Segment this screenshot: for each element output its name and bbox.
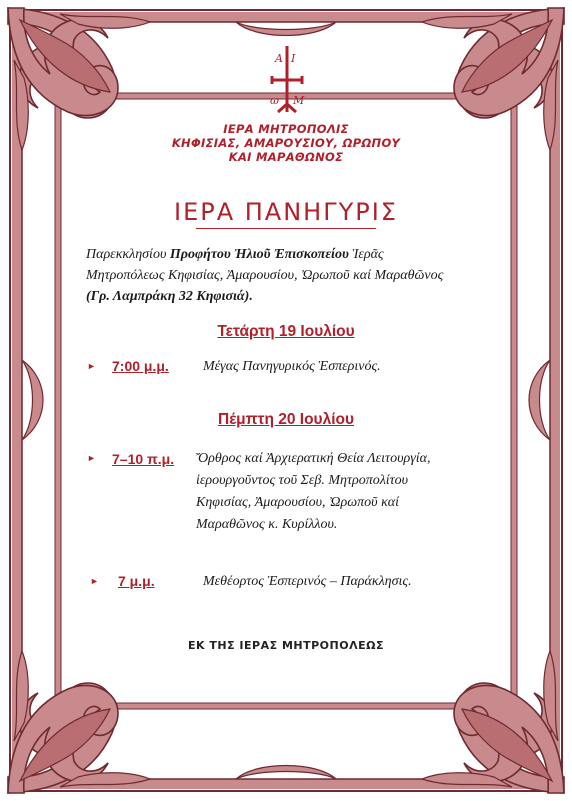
diocese-line-3: ΚΑΙ ΜΑΡΑΘΩΝΟΣ (228, 150, 344, 164)
intro-prefix: Παρεκκλησίου (86, 247, 170, 262)
page-title: ΙΕΡΑ ΠΑΝΗΓΥΡΙΣ (174, 198, 398, 226)
bullet-arrow-icon: ► (90, 576, 99, 586)
event-description-line: Ὄρθρος καί Ἀρχιερατική Θεία Λειτουργία, (196, 451, 431, 466)
intro-address (86, 287, 516, 307)
intro-line-1 (86, 245, 516, 265)
diocese-line-2: ΚΗΦΙΣΙΑΣ, ΑΜΑΡΟΥΣΙΟΥ, ΩΡΩΠΟΥ (171, 136, 401, 150)
event-description: Μέγας Πανηγυρικός Ἑσπερινός. (203, 359, 381, 374)
svg-text:Μ: Μ (293, 94, 305, 107)
intro-suffix: Ἱερᾶς (348, 247, 384, 262)
event-time: 7 μ.μ. (118, 573, 155, 589)
svg-text:Ι: Ι (291, 52, 296, 65)
event-time: 7–10 π.μ. (112, 451, 175, 467)
footer-signature: ΕΚ ΤΗΣ ΙΕΡΑΣ ΜΗΤΡΟΠΟΛΕΩΣ (188, 639, 384, 652)
event-description: Μεθέορτος Ἑσπερινός – Παράκλησις. (203, 574, 412, 589)
church-name: Προφήτου Ἠλιοῦ Ἐπισκοπείου (169, 247, 349, 262)
church-address: (Γρ. Λαμπράκη 32 Κηφισιά). (86, 289, 253, 304)
bullet-arrow-icon: ► (87, 361, 96, 371)
day-heading: Τετάρτη 19 Ιουλίου (217, 323, 355, 340)
intro-line-2: Μητροπόλεως Κηφισίας, Ἀμαρουσίου, Ὠρωποῦ καί Μαραθῶνος (86, 268, 444, 283)
day-heading: Πέμπτη 20 Ιουλίου (218, 411, 354, 428)
event-description-line: ἱερουργοῦντος τοῦ Σεβ. Μητροπολίτου (196, 473, 409, 488)
event-description-line: Μαραθῶνος κ. Κυρίλλου. (196, 517, 338, 532)
event-description-line: Κηφισίας, Ἀμαρουσίου, Ὠρωποῦ καί (196, 495, 400, 510)
metropolis-logo (258, 42, 316, 118)
bullet-arrow-icon: ► (87, 453, 96, 463)
diocese-line-1: ΙΕΡΑ ΜΗΤΡΟΠΟΛΙΣ (223, 122, 349, 136)
svg-text:Α: Α (275, 52, 283, 65)
svg-text:ω: ω (270, 94, 279, 107)
event-description (196, 448, 430, 536)
title-underline (196, 228, 376, 229)
event-time: 7:00 μ.μ. (112, 358, 169, 374)
